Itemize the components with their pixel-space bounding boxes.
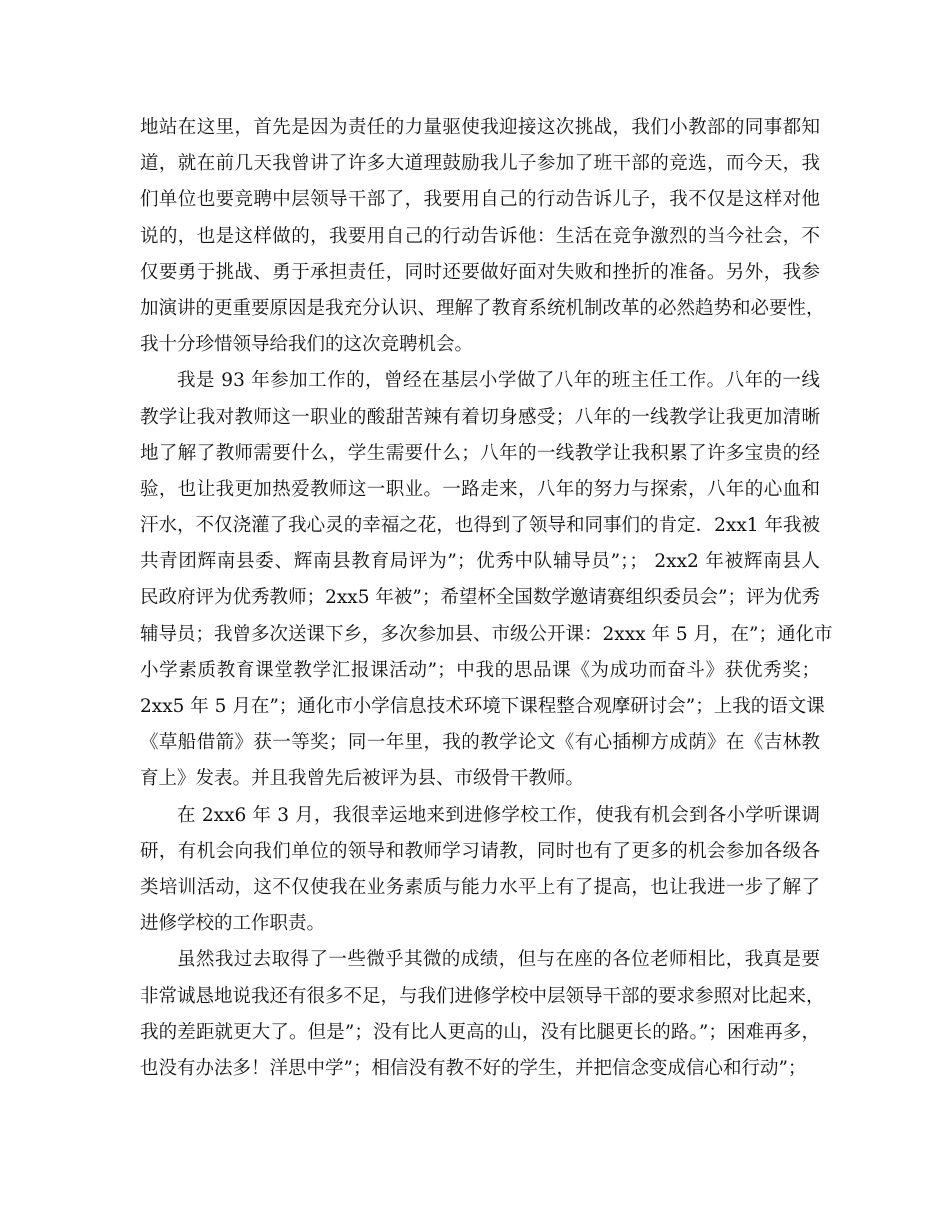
- text-line: 仅要勇于挑战、勇于承担责任，同时还要做好面对失败和挫折的准备。另外，我参: [140, 261, 820, 283]
- text-line: 进修学校的工作职责。: [140, 913, 326, 935]
- text-line: 非常诚恳地说我还有很多不足，与我们进修学校中层领导干部的要求参照对比起来，: [140, 985, 825, 1007]
- text-line: 小学素质教育课堂教学汇报课活动”；中我的思品课《为成功而奋斗》获优秀奖；: [140, 659, 820, 681]
- text-line: 汗水，不仅浇灌了我心灵的幸福之花，也得到了领导和同事们的肯定．2xx1 年我被: [140, 515, 820, 537]
- text-line: 们单位也要竞聘中层领导干部了，我要用自己的行动告诉儿子，我不仅是这样对他: [140, 189, 820, 211]
- text-line: 验，也让我更加热爱教师这一职业。一路走来，八年的努力与探索，八年的心血和: [140, 478, 820, 500]
- text-line: 研，有机会向我们单位的领导和教师学习请教，同时也有了更多的机会参加各级各: [140, 840, 820, 862]
- text-line: 地站在这里，首先是因为责任的力量驱使我迎接这次挑战，我们小教部的同事都知: [140, 117, 820, 138]
- text-line: 辅导员；我曾多次送课下乡，多次参加县、市级公开课：2xxx 年 5 月，在”；通化市: [140, 623, 833, 645]
- text-line: 教学让我对教师这一职业的酸甜苦辣有着切身感受；八年的一线教学让我更加清晰: [140, 406, 820, 428]
- text-line: 《草船借箭》获一等奖；同一年里，我的教学论文《有心插柳方成荫》在《吉林教: [140, 732, 820, 754]
- text-line: 在 2xx6 年 3 月，我很幸运地来到进修学校工作，使我有机会到各小学听课调: [177, 804, 820, 826]
- text-line: 我是 93 年参加工作的，曾经在基层小学做了八年的班主任工作。八年的一线: [177, 370, 820, 392]
- text-line: 地了解了教师需要什么，学生需要什么；八年的一线教学让我积累了许多宝贵的经: [140, 442, 820, 464]
- text-line: 说的，也是这样做的，我要用自己的行动告诉他：生活在竞争激烈的当今社会，不: [140, 225, 820, 247]
- text-line: 虽然我过去取得了一些微乎其微的成绩，但与在座的各位老师相比，我真是要: [177, 949, 820, 971]
- text-line: 2xx5 年 5 月在”；通化市小学信息技术环境下课程整合观摩研讨会”；上我的语文课: [140, 696, 825, 717]
- text-line: 我十分珍惜领导给我们的这次竞聘机会。: [140, 334, 474, 356]
- text-line: 育上》发表。并且我曾先后被评为县、市级骨干教师。: [140, 768, 585, 790]
- text-line: 我的差距就更大了。但是”；没有比人更高的山，没有比腿更长的路。”；困难再多，: [140, 1021, 820, 1043]
- text-line: 加演讲的更重要原因是我充分认识、理解了教育系统机制改革的必然趋势和必要性，: [140, 297, 825, 319]
- text-line: 道，就在前几天我曾讲了许多大道理鼓励我儿子参加了班干部的竞选，而今天，我: [140, 153, 820, 175]
- text-line: 共青团辉南县委、辉南县教育局评为”；优秀中队辅导员”；； 2xx2 年被辉南县人: [140, 551, 820, 573]
- text-line: 类培训活动，这不仅使我在业务素质与能力水平上有了提高，也让我进一步了解了: [140, 876, 820, 898]
- text-line: 民政府评为优秀教师；2xx5 年被”；希望杯全国数学邀请赛组织委员会”；评为优秀: [140, 587, 820, 609]
- text-line: 也没有办法多！洋思中学”；相信没有教不好的学生，并把信念变成信心和行动”；: [140, 1057, 807, 1079]
- document-body: [140, 110, 833, 1087]
